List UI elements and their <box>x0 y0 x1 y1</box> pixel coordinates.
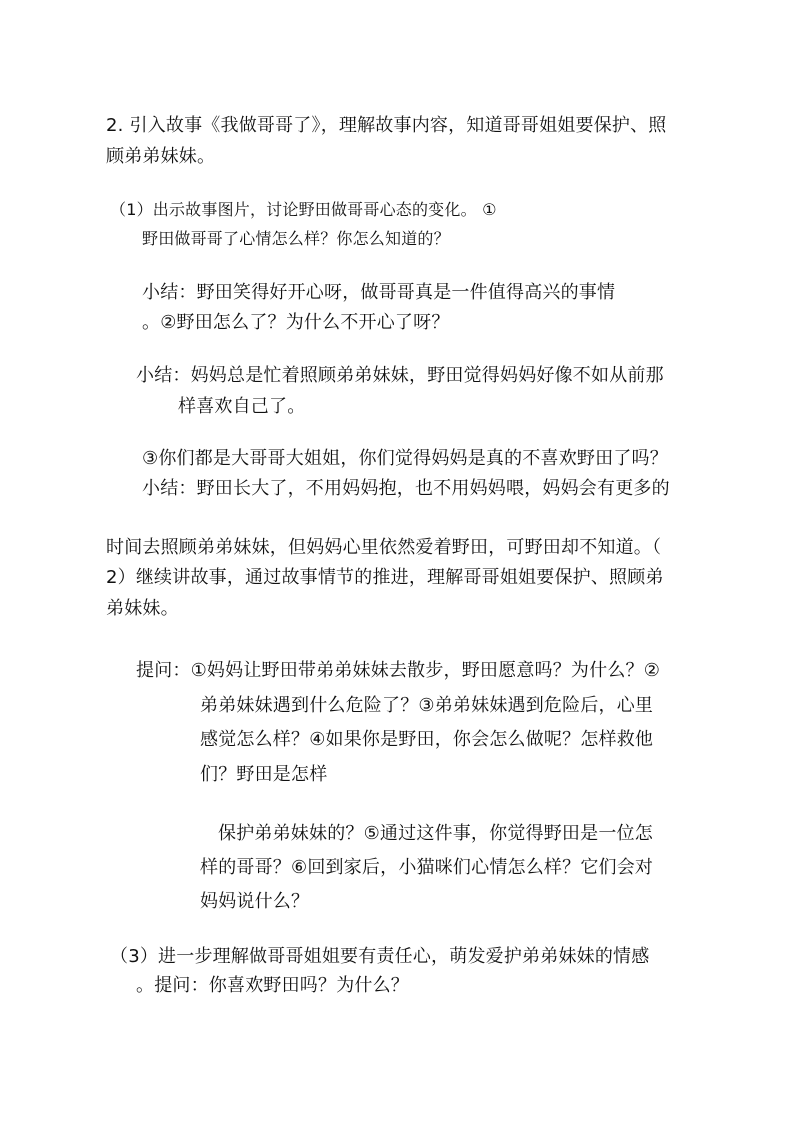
questions-line-2: 弟弟妹妹遇到什么危险了？③弟弟妹妹遇到危险后，心里 <box>200 695 654 716</box>
questions-line-5: 保护弟弟妹妹的？⑤通过这件事，你觉得野田是一位怎 <box>218 823 653 844</box>
questions-line-1: 提问：①妈妈让野田带弟弟妹妹去散步，野田愿意吗？为什么？② <box>136 660 661 681</box>
summary-3-line-1: 小结：野田长大了，不用妈妈抱，也不用妈妈喂，妈妈会有更多的 <box>142 478 670 499</box>
section-2-heading-line-1: 2. 引入故事《我做哥哥了》，理解故事内容，知道哥哥姐姐要保护、照 <box>106 115 667 136</box>
questions-line-7: 妈妈说什么？ <box>200 891 310 912</box>
section-2-heading-line-2: 顾弟弟妹妹。 <box>106 146 216 167</box>
question-2-text: 。②野田怎么了？为什么不开心了呀？ <box>142 312 450 333</box>
questions-line-6: 样的哥哥？⑥回到家后，小猫咪们心情怎么样？它们会对 <box>200 857 654 878</box>
summary-1-text: 小结：野田笑得好开心呀，做哥哥真是一件值得高兴的事情 <box>142 282 616 303</box>
summary-3-line-2: 时间去照顾弟弟妹妹，但妈妈心里依然爱着野田，可野田却不知道。（ <box>106 537 662 558</box>
questions-line-3: 感觉怎么样？④如果你是野田，你会怎么做呢？怎样救他 <box>200 729 654 750</box>
questions-line-4: 们？野田是怎样 <box>200 764 328 785</box>
question-3-text: ③你们都是大哥哥大姐姐，你们觉得妈妈是真的不喜欢野田了吗？ <box>142 448 668 469</box>
subsection-3-heading: （3）进一步理解做哥哥姐姐要有责任心，萌发爱护弟弟妹妹的情感 <box>110 946 650 967</box>
subsection-2-heading-cont: 弟妹妹。 <box>106 598 179 619</box>
subsection-2-heading: 2）继续讲故事，通过故事情节的推进，理解哥哥姐姐要保护、照顾弟 <box>106 567 664 588</box>
question-1-text: 野田做哥哥了心情怎么样？你怎么知道的？ <box>142 229 450 248</box>
summary-2-line-1: 小结：妈妈总是忙着照顾弟弟妹妹，野田觉得妈妈好像不如从前那 <box>136 365 664 386</box>
summary-2-line-2: 样喜欢自己了。 <box>178 396 306 417</box>
subsection-3-question: 。提问：你喜欢野田吗？为什么？ <box>136 975 409 996</box>
subsection-1-heading: （1）出示故事图片，讨论野田做哥哥心态的变化。 ① <box>110 200 497 219</box>
